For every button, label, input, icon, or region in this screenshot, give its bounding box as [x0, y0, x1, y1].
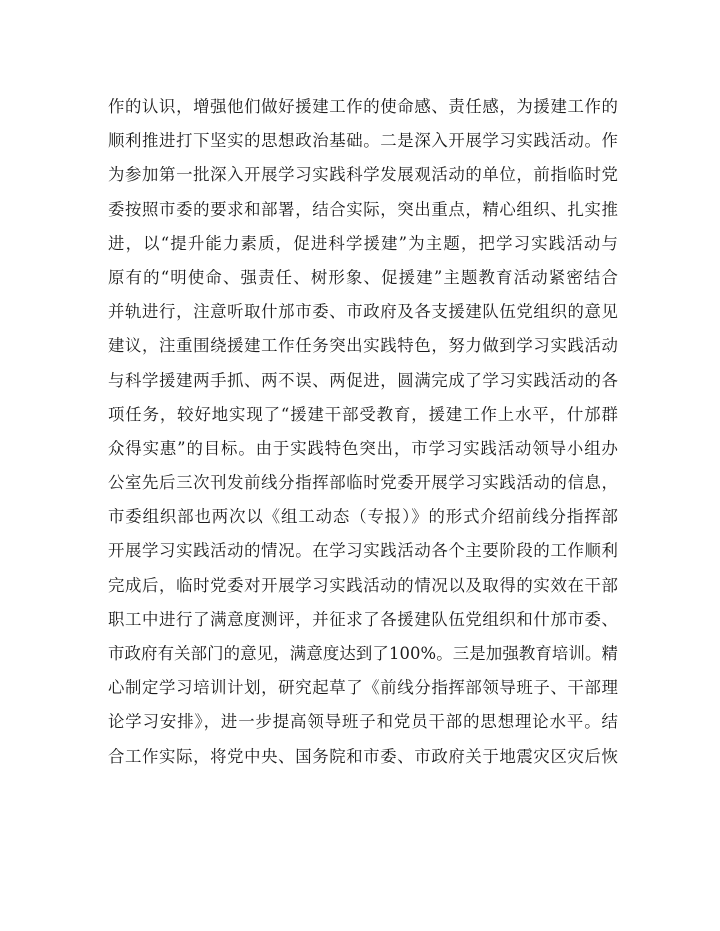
text-line-12: 公室先后三次刊发前线分指挥部临时党委开展学习实践活动的信息， [108, 473, 618, 493]
text-line-5: 进，以“提升能力素质，促进科学援建”为主题，把学习实践活动与 [108, 233, 618, 253]
text-line-6: 原有的“明使命、强责任、树形象、促援建”主题教育活动紧密结合 [108, 267, 618, 287]
text-line-7: 并轨进行，注意听取什邡市委、市政府及各支援建队伍党组织的意见 [108, 302, 618, 322]
text-line-1: 作的认识，增强他们做好援建工作的使命感、责任感，为援建工作的 [108, 97, 618, 116]
body-text [108, 90, 618, 774]
text-line-9: 与科学援建两手抓、两不误、两促进，圆满完成了学习实践活动的各 [108, 370, 618, 390]
text-line-11: 众得实惠”的目标。由于实践特色突出，市学习实践活动领导小组办 [108, 438, 618, 458]
text-line-14: 开展学习实践活动的情况。在学习实践活动各个主要阶段的工作顺利 [108, 541, 618, 561]
text-line-16: 职工中进行了满意度测评，并征求了各援建队伍党组织和什邡市委、 [108, 609, 618, 629]
text-line-4: 委按照市委的要求和部署，结合实际，突出重点，精心组织、扎实推 [108, 199, 618, 219]
text-line-10: 项任务，较好地实现了“援建干部受教育，援建工作上水平，什邡群 [108, 404, 618, 424]
text-line-19: 论学习安排》，进一步提高领导班子和党员干部的思想理论水平。结 [108, 712, 618, 732]
text-line-18: 心制定学习培训计划，研究起草了《前线分指挥部领导班子、干部理 [108, 678, 618, 698]
text-line-3: 为参加第一批深入开展学习实践科学发展观活动的单位，前指临时党 [108, 165, 618, 185]
text-line-2: 顺利推进打下坚实的思想政治基础。二是深入开展学习实践活动。作 [108, 131, 618, 151]
text-line-8: 建议，注重围绕援建工作任务突出实践特色，努力做到学习实践活动 [108, 336, 618, 356]
text-line-20: 合工作实际，将党中央、国务院和市委、市政府关于地震灾区灾后恢 [108, 746, 618, 766]
text-line-17: 市政府有关部门的意见，满意度达到了100%。三是加强教育培训。精 [108, 644, 618, 663]
text-line-13: 市委组织部也两次以《组工动态（专报）》的形式介绍前线分指挥部 [108, 507, 618, 527]
text-line-15: 完成后，临时党委对开展学习实践活动的情况以及取得的实效在干部 [108, 575, 618, 595]
